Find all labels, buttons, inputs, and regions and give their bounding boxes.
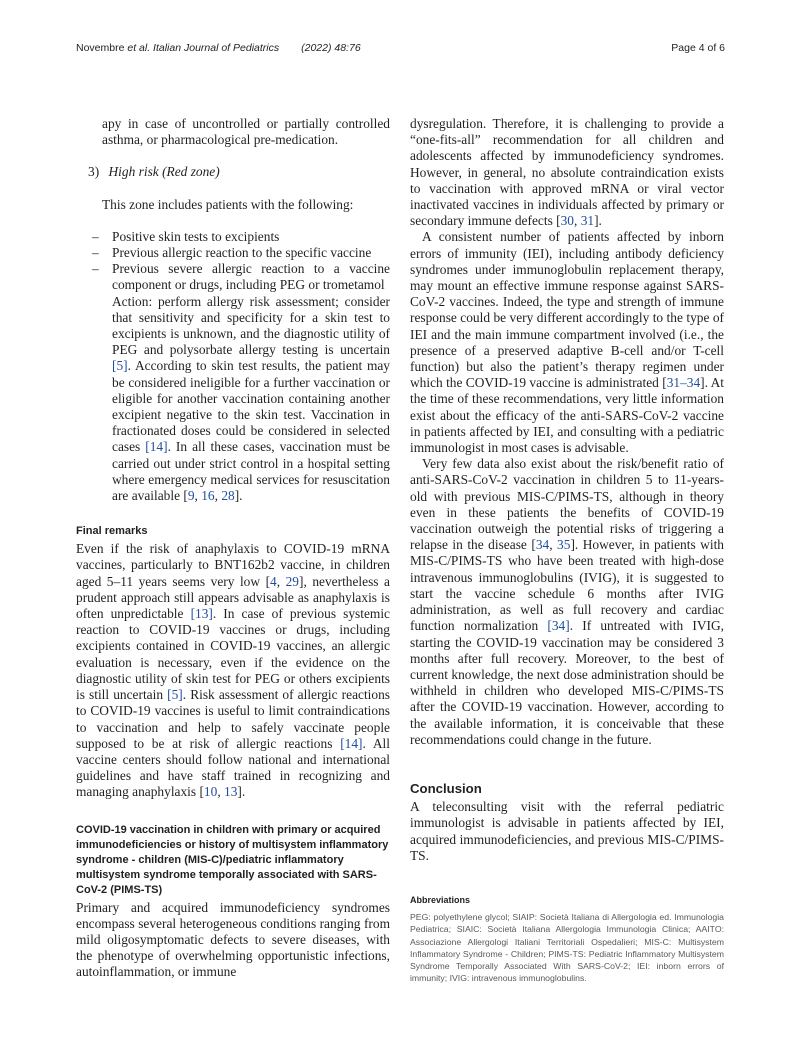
header-authors: Novembre bbox=[76, 42, 128, 54]
covid-paragraph: Primary and acquired immunodeficiency syndromes encompass several heterogeneous conditions ranging from mild oligosymptomatic defects to severe diseases, with the phenotype of overwhelming opportunistic infections, autoinflammation, or immune bbox=[76, 899, 390, 980]
zone-intro: This zone includes patients with the following: bbox=[102, 196, 354, 212]
mis-c-paragraph: Very few data also exist about the risk/benefit ratio of anti-SARS-CoV-2 vaccination in children 5 to 11-years-old with previous MIS-C/PIMS-TS, although in theory even in these patients the benefits of COVID-19 vaccination outweigh the potential risks of triggering a relapse in the disease [34, 35]. However, in patients with MIS-C/PIMS-TS who have been treated with high-dose intravenous immunoglobulins (IVIG), it is suggested to start the vaccine schedule 6 months after IVIG administration, as well as full recovery and cardiac function normalization [34]. If untreated with IVIG, starting the COVID-19 vaccination may be considered 3 months after full recovery. Moreover, to the best of current knowledge, the next dose administration should be withheld in children who developed MIS-C/PIMS-TS after the COVID-19 vaccination. However, according to the available information, it is conceivable that these recommendations could change in the future. bbox=[410, 456, 724, 747]
citation-link[interactable]: 4 bbox=[270, 573, 277, 589]
citation-link[interactable]: 16 bbox=[201, 488, 215, 504]
citation-link[interactable]: 28 bbox=[221, 488, 235, 504]
citation-link[interactable]: [13] bbox=[190, 606, 213, 622]
citation-link[interactable]: 30 bbox=[560, 213, 574, 229]
section-heading-covid-vaccination: COVID-19 vaccination in children with primary or acquired immunodeficiencies or history of multisystem inflammatory syndrome - children (MIS-C)/pediatric inflammatory multisystem syndrome temporally associated with SARS-CoV-2 (PIMS-TS) bbox=[76, 823, 389, 896]
red-zone-heading bbox=[76, 164, 390, 180]
right-column bbox=[410, 116, 724, 984]
list-item: – Previous allergic reaction to the specific vaccine bbox=[92, 245, 372, 261]
iei-paragraph: A consistent number of patients affected by inborn errors of immunity (IEI), including antibody deficiency syndromes under immunoglobulin replacement therapy, may mount an effective immune response against SARS-CoV-2 vaccines. Indeed, the type and strength of immune response could be very different accordingly to the type of IEI and the main immune compartment involved (i.e., the presence of a preserved adaptive B-cell and/or T-cell function) but also the patient’s therapy regimen under which the COVID-19 vaccine is administrated [31–34]. At the time of these recommendations, very little information exist about the efficacy of the anti-SARS-CoV-2 vaccine in patients affected by IEI, and consulting with a pediatric immunologist in most cases is advisable. bbox=[410, 229, 724, 456]
citation-link[interactable]: [34] bbox=[547, 618, 570, 634]
left-column bbox=[76, 116, 390, 981]
citation-link[interactable]: [5] bbox=[167, 687, 183, 703]
citation-link[interactable]: 13 bbox=[224, 784, 238, 800]
citation-link[interactable]: [14] bbox=[340, 735, 363, 751]
citation-link[interactable]: 10 bbox=[203, 784, 218, 800]
paragraph-continued: apy in case of uncontrolled or partially controlled asthma, or pharmacological pre-medication. bbox=[102, 116, 390, 148]
citation-link[interactable]: 35 bbox=[557, 537, 571, 553]
citation-link[interactable]: 9 bbox=[187, 488, 195, 504]
citation-link[interactable]: 31 bbox=[580, 213, 595, 229]
section-heading-final-remarks: Final remarks bbox=[76, 525, 148, 538]
running-header bbox=[76, 42, 361, 54]
zone-title: High risk (Red zone) bbox=[108, 164, 220, 180]
list-item: – Positive skin tests to excipients bbox=[92, 228, 280, 244]
citation-link[interactable]: 29 bbox=[285, 573, 299, 589]
zone-number: 3) bbox=[88, 164, 100, 180]
immunodeficiency-paragraph: dysregulation. Therefore, it is challenging to provide a “one-fits-all” recommendation for all children and adolescents affected by immunodeficiency syndromes. However, in general, no absolute contraindication exists to vaccination with approved mRNA or viral vector inactivated vaccines in individuals affected by primary or secondary immune defects [30, 31]. bbox=[410, 116, 724, 229]
conclusion-paragraph: A teleconsulting visit with the referral pediatric immunologist is advisable in patients affected by IEI, acquired immunodeficiencies, and previous MIS-C/PIMS-TS. bbox=[410, 799, 724, 863]
citation-link[interactable]: 31–34 bbox=[666, 375, 701, 391]
list-item: – Previous severe allergic reaction to a vaccine component or drugs, including PEG or trometamol bbox=[92, 261, 390, 293]
criteria-list bbox=[76, 229, 390, 294]
abbreviations-heading: Abbreviations bbox=[410, 894, 471, 905]
section-heading-conclusion: Conclusion bbox=[410, 780, 482, 796]
citation-link[interactable]: [5] bbox=[112, 358, 128, 374]
page-number: Page 4 of 6 bbox=[671, 42, 725, 54]
citation-link[interactable]: [14] bbox=[145, 439, 168, 455]
header-citation: (2022) 48:76 bbox=[301, 42, 361, 54]
action-paragraph: Action: perform allergy risk assessment; consider that sensitivity and specificity for a skin test to excipients is unknown, and the diagnostic utility of PEG and polysorbate allergy testing is uncertain [5]. According to skin test results, the patient may be considered ineligible for a further vaccination or eligible for another vaccination containing another excipient negative to the skin test. Vaccination in fractionated doses could be considered in selected cases [14]. In all these cases, vaccination must be carried out under strict control in a hospital setting where emergency medical services for resuscitation are available [9, 16, 28]. bbox=[112, 293, 390, 504]
abbreviations-text: PEG: polyethylene glycol; SIAIP: Società Italiana di Allergologia ed. Immunologia Pediatrica; SIAIC: Società Italiana Allergologia Immunologia Clinica; AAITO: Associazione Allergologi Italiani Territoriali Ospedalieri; MIS-C: Multisystem Inflammatory Syndrome - Children; PIMS-TS: Pediatric Inflammatory Multisystem Syndrome Temporally Associated With SARS-CoV-2; IEI: inborn errors of immunity; IVIG: intravenous immunoglobulins. bbox=[410, 912, 724, 984]
final-remarks-paragraph: Even if the risk of anaphylaxis to COVID-19 mRNA vaccines, particularly to BNT162b2 vaccine, in children aged 5–11 years seems very low [4, 29], nevertheless a prudent approach still appears advisable as anaphylaxis is often unpredictable [13]. In case of previous systemic reaction to COVID-19 vaccines or drugs, including excipients contained in COVID-19 vaccines, an allergic evaluation is necessary, even if the evidence on the diagnostic utility of skin test for PEG or others excipients is still uncertain [5]. Risk assessment of allergic reactions to COVID-19 vaccines is useful to limit contraindications to vaccination and help to safely vaccinate people supposed to be at risk of allergic reactions [14]. All vaccine centers should follow national and international guidelines and have staff trained in recognizing and managing anaphylaxis [10, 13]. bbox=[76, 541, 391, 800]
header-journal: et al. Italian Journal of Pediatrics bbox=[127, 42, 280, 54]
citation-link[interactable]: 34 bbox=[535, 537, 550, 553]
